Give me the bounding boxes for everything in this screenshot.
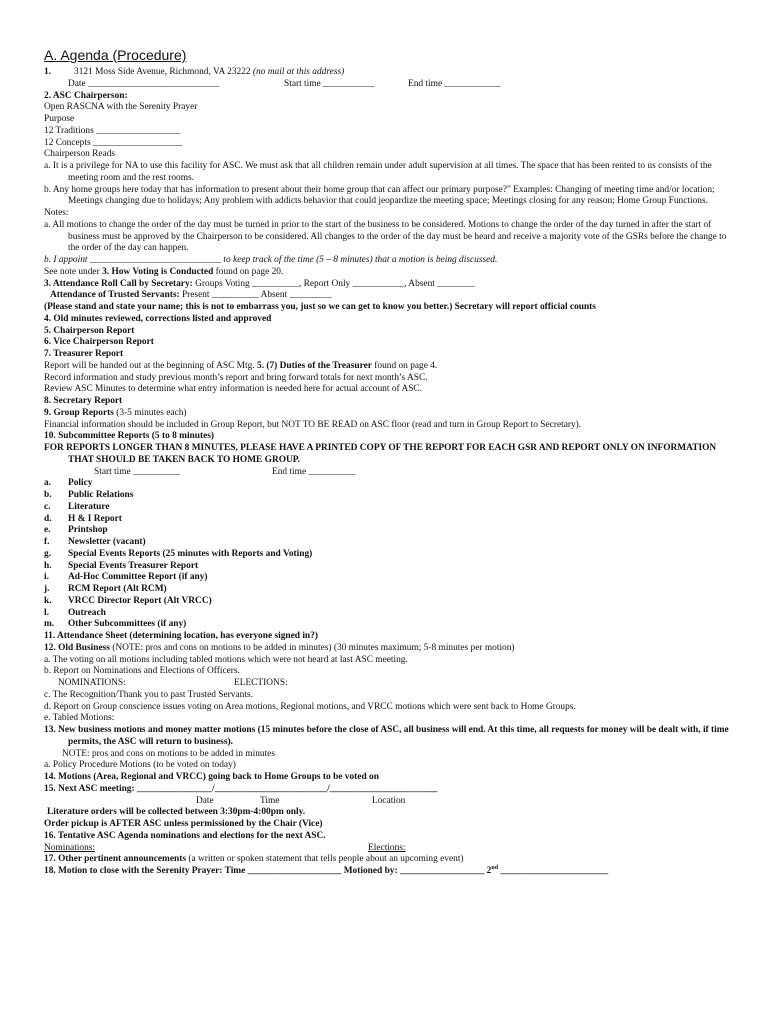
item-13-a: a. Policy Procedure Motions (to be voted on today) <box>44 760 236 771</box>
item-1-date-line <box>44 79 734 91</box>
time-field[interactable]: ________________________ <box>214 783 328 794</box>
item-2-title: 2. ASC Chairperson: <box>44 90 128 101</box>
chair-para-a: a. It is a privilege for NA to use this facility for ASC. We must ask that all children remain under adult supervision at all times. The space that has been rented to us consists of the meeting room and the rest rooms. <box>44 161 712 183</box>
treasurer-line-2: Record information and study previous month’s report and bring forward totals for next month’s ASC. <box>44 372 428 383</box>
notes-a: a. All motions to change the order of the day must be turned in prior to the start of the business to be considered. Motions to change the order of the day turned in after the start of business must be approved by the Chairperson to be considered. All changes to the order of the day must be heard and receive a majority vote of the GSRs before the change to the order of the day can happen. <box>44 219 727 254</box>
item-7: 7. Treasurer Report <box>44 349 124 359</box>
subcommittee-item: h. Special Events Treasurer Report <box>44 560 199 571</box>
page-title: A. Agenda (Procedure) <box>44 47 187 63</box>
location-field[interactable]: _______________________ <box>329 783 438 794</box>
nominations-elections-line: NOMINATIONS: ELECTIONS: <box>58 678 288 688</box>
subcommittee-item: j. RCM Report (Alt RCM) <box>44 584 167 594</box>
item-10-times <box>44 467 734 479</box>
item-13-note: NOTE: pros and cons on motions to be added in minutes <box>62 748 275 759</box>
subcommittee-item: c. Literature <box>44 501 110 512</box>
subcommittee-item: g. Special Events Reports (25 minutes with Reports and Voting) <box>44 548 313 559</box>
item-14: 14. Motions (Area, Regional and VRCC) going back to Home Groups to be voted on <box>44 772 379 782</box>
item-10-title: 10. Subcommittee Reports (5 to 8 minutes) <box>44 431 215 442</box>
order-pickup-note: Order pickup is AFTER ASC unless permissioned by the Chair (Vice) <box>44 819 323 829</box>
item-11: 11. Attendance Sheet (determining location, has everyone signed in?) <box>44 631 318 641</box>
item-15-field-labels: Date Time Location <box>196 795 406 806</box>
item-1-address-line: 1. 3121 Moss Side Avenue, Richmond, VA 23222 (no mail at this address) <box>44 67 345 77</box>
chair-line: Purpose <box>44 114 75 124</box>
agenda-document <box>44 46 734 878</box>
item-12-c: c. The Recognition/Thank you to past Trusted Servants. <box>44 689 253 700</box>
treasurer-line-1: Report will be handed out at the beginning of ASC Mtg. 5. (7) Duties of the Treasurer found on page 4. <box>44 360 438 371</box>
chair-line: 12 Traditions __________________ <box>44 125 181 136</box>
subcommittee-item: e. Printshop <box>44 525 108 536</box>
subcommittee-item: m. Other Subcommittees (if any) <box>44 619 187 630</box>
item-6: 6. Vice Chairperson Report <box>44 337 154 348</box>
chair-line: Chairperson Reads <box>44 149 116 160</box>
subcommittee-item: b. Public Relations <box>44 490 134 500</box>
notes-label: Notes: <box>44 208 69 218</box>
item-16: 16. Tentative ASC Agenda nominations and elections for the next ASC. <box>44 830 326 841</box>
item-10-caps-note: FOR REPORTS LONGER THAN 8 MINUTES, PLEASE HAVE A PRINTED COPY OF THE REPORT FOR EACH GSR AND REPORT ONLY ON INFORMATION THAT SHOULD BE TAKEN BACK TO HOME GROUP. <box>44 443 717 465</box>
item-3-roll-call: 3. Attendance Roll Call by Secretary: Groups Voting __________, Report Only ___________, Absent ________ <box>44 278 475 289</box>
item-17: 17. Other pertinent announcements (a written or spoken statement that tells people about an upcoming event) <box>44 854 464 865</box>
item-9: 9. Group Reports (3-5 minutes each) <box>44 407 187 418</box>
item-15-next-meeting: 15. Next ASC meeting: ________________/________________________/_______________________ <box>44 783 438 794</box>
subcommittee-item: i. Ad-Hoc Committee Report (if any) <box>44 572 208 583</box>
nominations-elections-blank-line: Nominations: Elections: <box>44 842 406 853</box>
stand-note: (Please stand and state your name; this is not to embarrass you, just so we can get to know you better.) Secretary will report official counts <box>44 302 596 312</box>
item-12-a: a. The voting on all motions including tabled motions which were not heard at last ASC meeting. <box>44 654 408 665</box>
item-18: 18. Motion to close with the Serenity Prayer: Time ____________________ Motioned by: __________________ 2nd _______________________ <box>44 864 609 876</box>
item-5: 5. Chairperson Report <box>44 325 135 336</box>
start-time-field[interactable]: Start time __________ <box>94 466 180 477</box>
treasurer-line-3: Review ASC Minutes to determine what entry information is needed here for actual account of ASC. <box>44 384 423 395</box>
subcommittee-item: a. Policy <box>44 478 93 489</box>
subcommittee-item: f. Newsletter (vacant) <box>44 537 146 547</box>
start-time-field[interactable]: Start time ___________ <box>284 78 375 89</box>
subcommittee-item: k. VRCC Director Report (Alt VRCC) <box>44 595 212 606</box>
item-8: 8. Secretary Report <box>44 396 123 406</box>
item-13-title: 13. New business motions and money matter motions (15 minutes before the close of ASC, all business will end. At this time, all requests for money will be dealt with, if time permits, the ASC will return to business). <box>44 725 729 747</box>
chair-para-b: b. Any home groups here today that has information to present about their home group that can affect our primary purpose?" Examples: Changing of meeting time and/or location; Meetings changing due to holidays; Any problem with addicts behavior that could jeopardize the meeting space; Meetings closing for any reason; Home Group Functions. <box>44 184 715 207</box>
see-note-line: See note under 3. How Voting is Conducted found on page 20. <box>44 266 284 277</box>
item-12-title: 12. Old Business (NOTE: pros and cons on motions to be added in minutes) (30 minutes maximum; 5-8 minutes per motion) <box>44 642 515 653</box>
end-time-field[interactable]: End time __________ <box>272 466 356 477</box>
item-12-e: e. Tabled Motions: <box>44 713 115 724</box>
item-12-d: d. Report on Group conscience issues voting on Area motions, Regional motions, and VRCC motions which were sent back to Home Groups. <box>44 701 576 712</box>
subcommittee-item: d. H & I Report <box>44 513 122 524</box>
item-9-note: Financial information should be included in Group Report, but NOT TO BE READ on ASC floor (read and turn in Group Report to Secretary). <box>44 419 582 430</box>
trusted-servants-line: Attendance of Trusted Servants: Present __________ Absent _________ <box>50 290 332 301</box>
item-4: 4. Old minutes reviewed, corrections listed and approved <box>44 313 272 324</box>
notes-b: b. I appoint ____________________________ to keep track of the time (5 – 8 minutes) that a motion is being discussed. <box>44 255 498 265</box>
date-field[interactable]: ________________ <box>136 783 212 794</box>
date-field[interactable]: Date ____________________________ <box>68 78 220 89</box>
literature-orders-note: Literature orders will be collected between 3:30pm-4:00pm only. <box>47 807 306 818</box>
end-time-field[interactable]: End time ____________ <box>408 78 501 89</box>
subcommittee-item: l. Outreach <box>44 607 106 618</box>
item-12-b: b. Report on Nominations and Elections of Officers. <box>44 666 240 677</box>
chair-line: Open RASCNA with the Serenity Prayer <box>44 102 198 113</box>
chair-line: 12 Concepts ___________________ <box>44 137 183 148</box>
